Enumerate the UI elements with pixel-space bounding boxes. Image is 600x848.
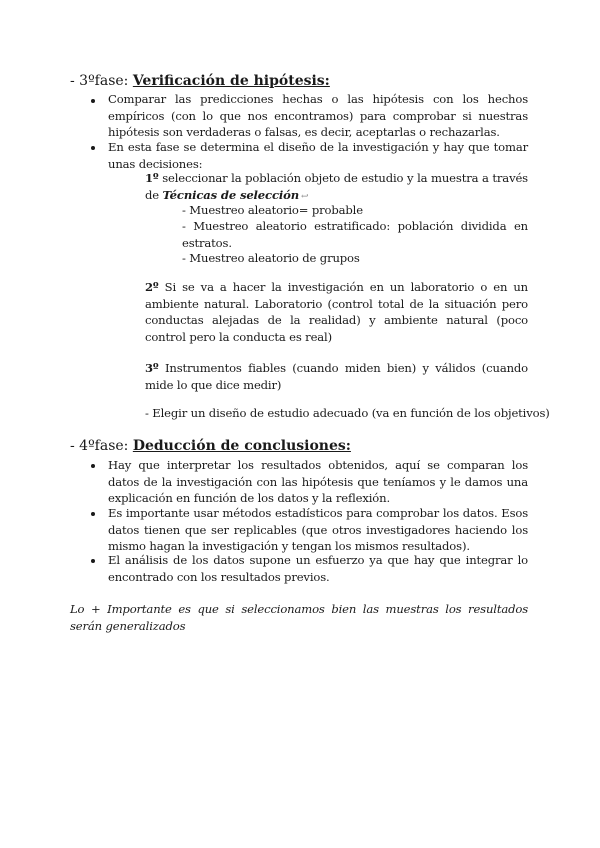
phase4-heading [70, 437, 351, 455]
phase3-label: - 3ºfase: [70, 73, 129, 89]
sampling-item: - Muestreo aleatorio de grupos [182, 251, 360, 265]
phase4-title: Deducción de conclusiones: [132, 438, 351, 454]
bullet-icon [91, 464, 95, 468]
conclusion-note: Lo + Importante es que si seleccionamos bien las muestras los resultados serán generalizados [70, 602, 528, 633]
bullet-icon [91, 512, 95, 516]
decision-2 [145, 279, 528, 345]
phase4-bullet-2: Es importante usar métodos estadísticos para comprobar los datos. Esos datos tienen que ser replicables (que otros investigadores haciendo los mismo hagan la investigación y tengan los mismos resultados). [108, 506, 528, 554]
design-note: - Elegir un diseño de estudio adecuado (va en función de los objetivos) [145, 406, 550, 420]
sampling-item: - Muestreo aleatorio estratificado: población dividida en estratos. [182, 219, 528, 250]
phase3-bullet-1: Comparar las predicciones hechas o las hipótesis con los hechos empíricos (con lo que nos encontramos) para comprobar si nuestras hipótesis son verdaderas o falsas, es decir, aceptarlas o rechazarlas. [108, 92, 528, 140]
phase4-bullet-3: El análisis de los datos supone un esfuerzo ya que hay que integrar lo encontrado con los resultados previos. [108, 553, 528, 584]
decision-1-number: 1º [145, 171, 159, 185]
phase3-bullet-2: En esta fase se determina el diseño de la investigación y hay que tomar unas decisiones: [108, 140, 528, 171]
phase3-title: Verificación de hipótesis: [132, 73, 330, 89]
decision-3 [145, 360, 528, 393]
enter-symbol-icon: ↩ [300, 191, 309, 202]
decision-1 [145, 170, 528, 205]
decision-1-text: seleccionar la población objeto de estudio y la muestra a través de [145, 171, 528, 202]
technique-label: Técnicas de selección [162, 187, 299, 202]
bullet-icon [91, 99, 95, 103]
decision-3-number: 3º [145, 361, 159, 375]
sampling-item: - Muestreo aleatorio= probable [182, 203, 363, 217]
bullet-icon [91, 559, 95, 563]
decision-2-text: Si se va a hacer la investigación en un laboratorio o en un ambiente natural. Laboratorio (control total de la situación pero conductas alejadas de la realidad) y ambiente natural (poco control pero la conducta es real) [145, 280, 528, 344]
decision-3-text: Instrumentos fiables (cuando miden bien) y válidos (cuando mide lo que dice medir) [145, 361, 528, 392]
phase3-heading [70, 72, 330, 90]
phase4-label: - 4ºfase: [70, 438, 129, 454]
decision-2-number: 2º [145, 280, 159, 294]
phase4-bullet-1: Hay que interpretar los resultados obtenidos, aquí se comparan los datos de la investigación con las hipótesis que teníamos y le damos una explicación en función de los datos y la reflexión. [108, 458, 528, 506]
bullet-icon [91, 146, 95, 150]
